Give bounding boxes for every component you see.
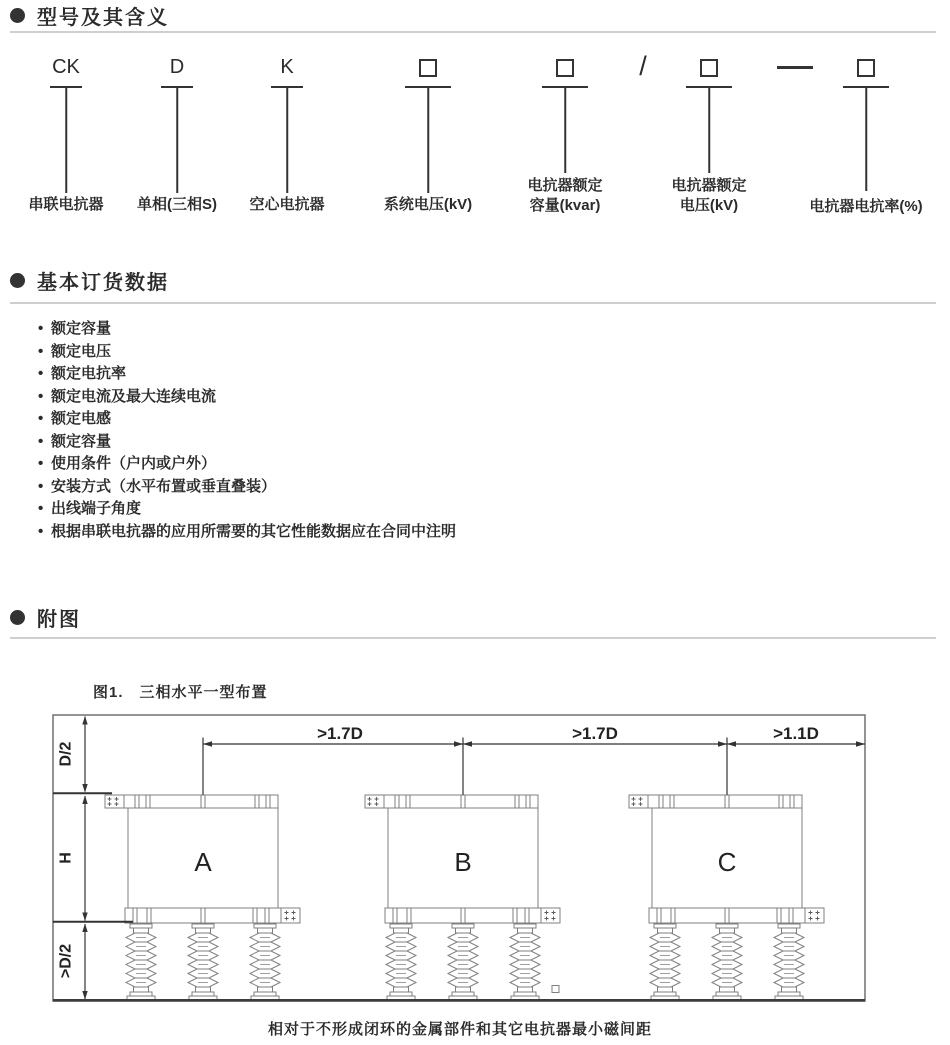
model-column-label: 电抗器电抗率(%) [809, 198, 923, 215]
model-section-header [10, 3, 169, 27]
model-code-box [700, 59, 718, 77]
model-column-label: 电抗器额定 [671, 177, 747, 194]
ordering-item: • 额定电流及最大连续电流 [38, 386, 456, 409]
reactor-label-c: C [717, 847, 737, 877]
model-column-label: 容量(kvar) [529, 197, 601, 214]
ordering-item: • 安装方式（水平布置或垂直叠装） [38, 476, 456, 499]
model-column-label: 电压(kV) [679, 197, 739, 214]
ordering-item: • 根据串联电抗器的应用所需要的其它性能数据应在合同中注明 [38, 521, 456, 544]
model-code-k: K [280, 56, 294, 78]
dim-label-span-c-edge: >1.1D [773, 724, 819, 743]
ordering-item: • 使用条件（户内或户外） [38, 453, 456, 476]
dim-label-h: H [57, 852, 75, 864]
section-bullet-icon [10, 610, 25, 625]
ordering-item: • 额定容量 [38, 431, 456, 454]
model-code-box [556, 59, 574, 77]
figure-drawing [40, 700, 880, 1012]
ordering-item: • 额定容量 [38, 318, 456, 341]
ordering-item: • 出线端子角度 [38, 498, 456, 521]
ordering-list [38, 318, 456, 543]
section-rule [10, 637, 936, 639]
ordering-item: • 额定电感 [38, 408, 456, 431]
figure-caption: 图1. 三相水平一型布置 [93, 684, 268, 701]
stem-connector [865, 88, 867, 191]
model-code-box [419, 59, 437, 77]
ordering-item: • 额定电压 [38, 341, 456, 364]
model-column-label: 电抗器额定 [527, 177, 603, 194]
section-rule [10, 31, 936, 33]
small-square-marker [552, 986, 559, 993]
model-column-label: 单相(三相S) [137, 196, 217, 213]
reactor-b-drawing [365, 795, 560, 1000]
model-column-label: 系统电压(kV) [383, 196, 473, 213]
reactor-label-b: B [454, 847, 472, 877]
reactor-c-drawing [629, 795, 824, 1000]
stem-connector [708, 88, 710, 173]
ordering-item: • 额定电抗率 [38, 363, 456, 386]
slash-separator: / [639, 51, 647, 81]
stem-connector [65, 88, 67, 193]
section-bullet-icon [10, 8, 25, 23]
reactor-label-a: A [194, 847, 212, 877]
stem-connector [427, 88, 429, 193]
dim-label-span-ab: >1.7D [317, 724, 363, 743]
stem-connector [176, 88, 178, 193]
ordering-section-header [10, 268, 169, 292]
dim-label-d-half: D/2 [57, 741, 75, 767]
model-code-d: D [169, 56, 185, 78]
model-section-title: 型号及其含义 [37, 6, 169, 29]
ordering-section-title: 基本订货数据 [37, 271, 169, 294]
stem-connector [564, 88, 566, 173]
reactor-a-drawing [105, 795, 300, 1000]
section-rule [10, 302, 936, 304]
dash-separator [777, 66, 813, 69]
figure-section-title: 附图 [37, 608, 81, 631]
model-column-label: 串联电抗器 [28, 196, 104, 213]
stem-connector [286, 88, 288, 193]
figure-footnote: 相对于不形成闭环的金属部件和其它电抗器最小磁间距 [267, 1021, 652, 1038]
model-column-label: 空心电抗器 [249, 196, 325, 213]
section-bullet-icon [10, 273, 25, 288]
model-code-ck: CK [52, 56, 80, 78]
model-code-box [857, 59, 875, 77]
dim-label-span-bc: >1.7D [572, 724, 618, 743]
dim-label-gt-d-half: >D/2 [57, 943, 75, 979]
figure-section-header [10, 605, 81, 629]
